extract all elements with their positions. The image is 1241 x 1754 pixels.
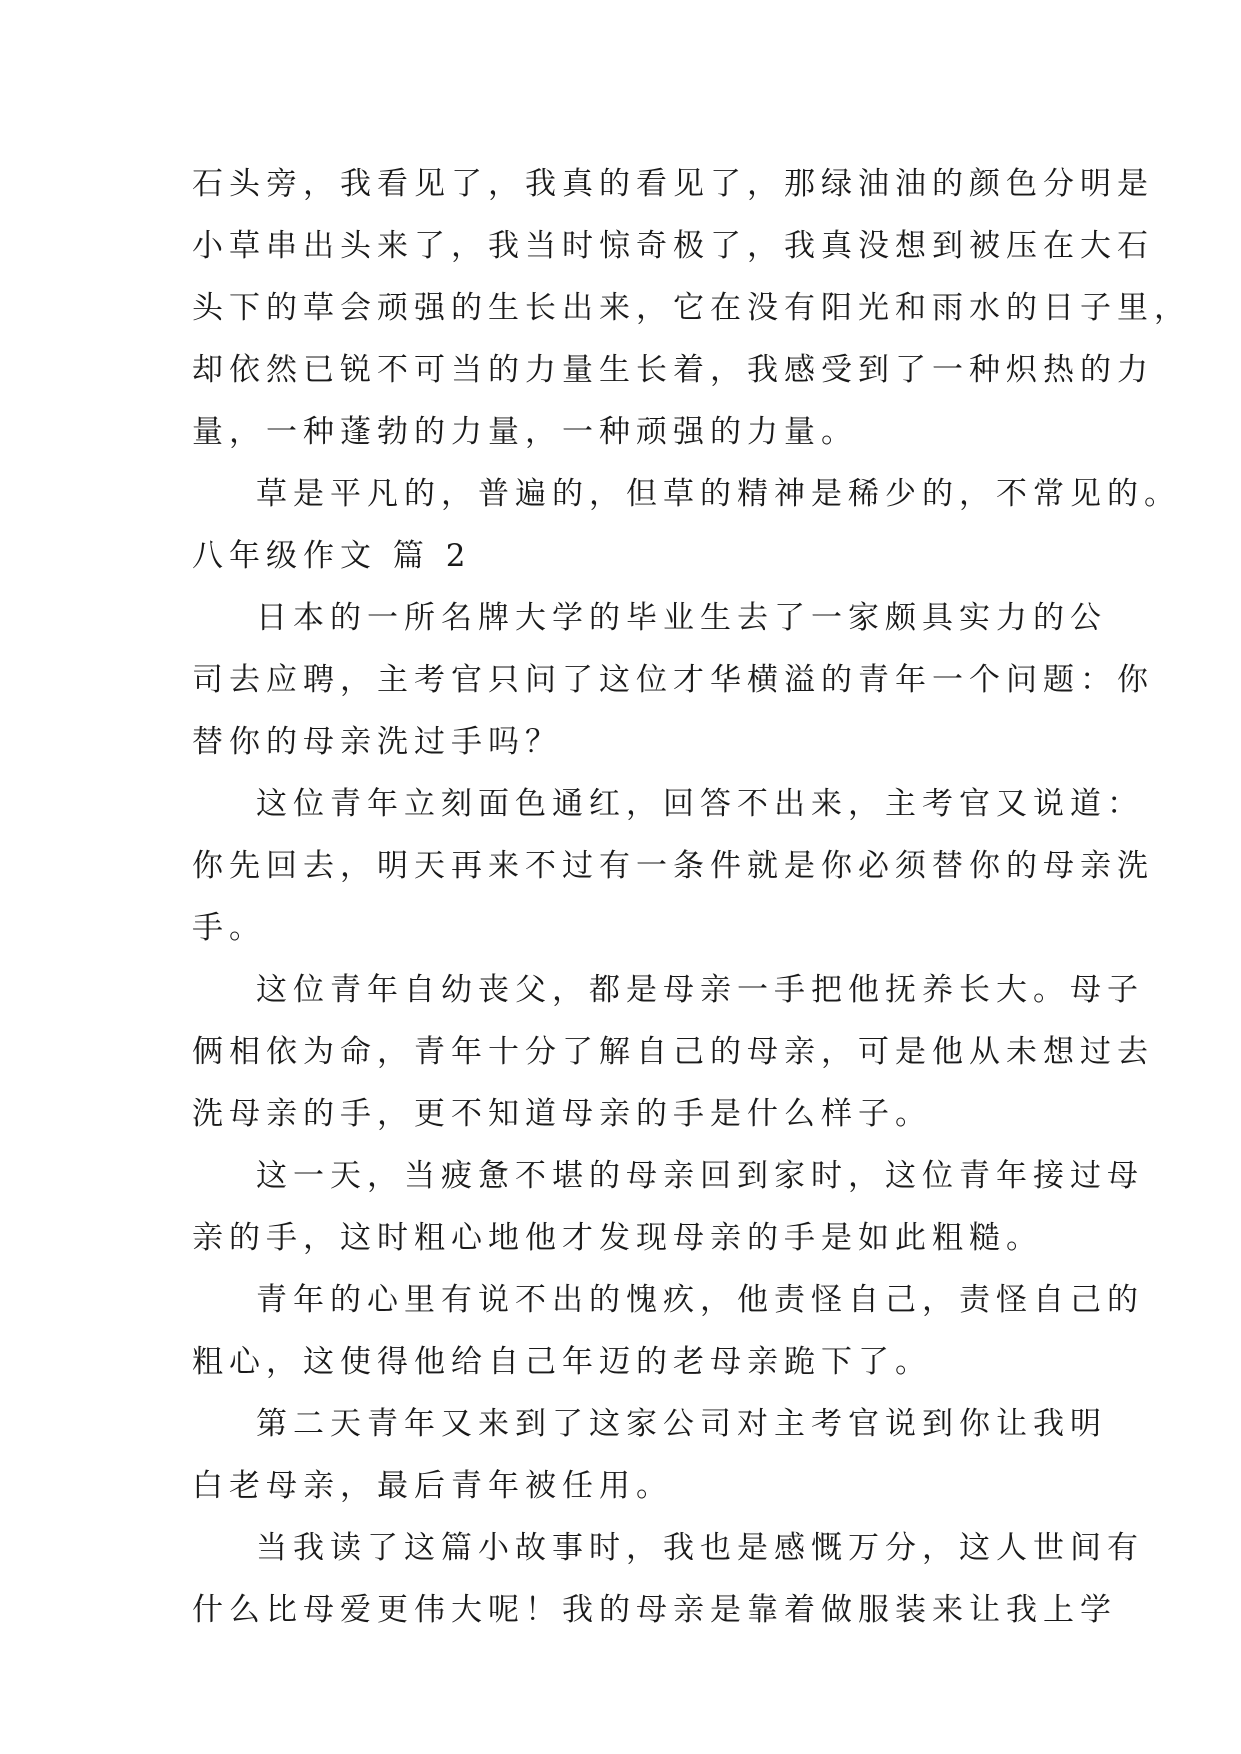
- text-line: 当我读了这篇小故事时，我也是感慨万分，这人世间有: [256, 1530, 1144, 1566]
- text-line: 草是平凡的，普遍的，但草的精神是稀少的，不常见的。: [256, 476, 1181, 512]
- text-line: 白老母亲，最后青年被任用。: [192, 1468, 673, 1504]
- text-line: 俩相依为命，青年十分了解自己的母亲，可是他从未想过去: [192, 1034, 1154, 1070]
- text-line: 这位青年立刻面色通红，回答不出来，主考官又说道：: [256, 786, 1144, 822]
- text-line: 小草串出头来了，我当时惊奇极了，我真没想到被压在大石: [192, 228, 1154, 264]
- text-line: 量，一种蓬勃的力量，一种顽强的力量。: [192, 414, 858, 450]
- text-line: 司去应聘，主考官只问了这位才华横溢的青年一个问题：你: [192, 662, 1154, 698]
- text-line: 洗母亲的手，更不知道母亲的手是什么样子。: [192, 1096, 932, 1132]
- text-line: 这位青年自幼丧父，都是母亲一手把他抚养长大。母子: [256, 972, 1144, 1008]
- text-line: 青年的心里有说不出的愧疚，他责怪自己，责怪自己的: [256, 1282, 1144, 1318]
- section-heading: 八年级作文 篇 2: [192, 538, 472, 574]
- text-line: 粗心，这使得他给自己年迈的老母亲跪下了。: [192, 1344, 932, 1380]
- text-line: 你先回去，明天再来不过有一条件就是你必须替你的母亲洗: [192, 848, 1154, 884]
- text-line: 却依然已锐不可当的力量生长着，我感受到了一种炽热的力: [192, 352, 1154, 388]
- text-line: 什么比母爱更伟大呢！我的母亲是靠着做服装来让我上学: [192, 1592, 1117, 1628]
- text-line: 替你的母亲洗过手吗？: [192, 724, 562, 760]
- text-line: 第二天青年又来到了这家公司对主考官说到你让我明: [256, 1406, 1107, 1442]
- text-line: 这一天，当疲惫不堪的母亲回到家时，这位青年接过母: [256, 1158, 1144, 1194]
- text-line: 日本的一所名牌大学的毕业生去了一家颇具实力的公: [256, 600, 1107, 636]
- text-line: 头下的草会顽强的生长出来，它在没有阳光和雨水的日子里，: [192, 290, 1191, 326]
- text-line: 手。: [192, 910, 266, 946]
- text-line: 亲的手，这时粗心地他才发现母亲的手是如此粗糙。: [192, 1220, 1043, 1256]
- text-line: 石头旁，我看见了，我真的看见了，那绿油油的颜色分明是: [192, 166, 1154, 202]
